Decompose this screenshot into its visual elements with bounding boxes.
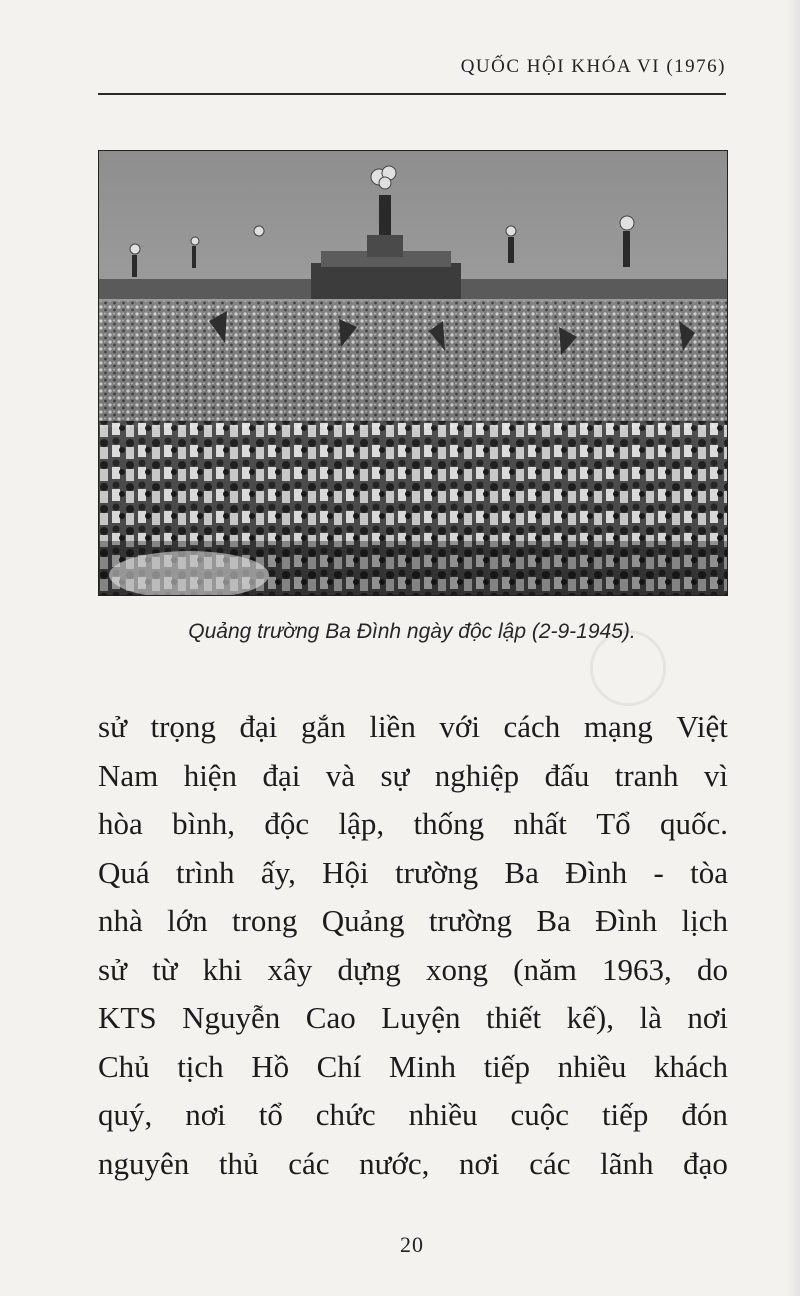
- body-line: [98, 946, 728, 995]
- body-word: là: [639, 1000, 662, 1035]
- body-word: Nam: [98, 757, 159, 793]
- body-word: trường: [428, 903, 512, 938]
- body-word: các: [529, 1145, 571, 1181]
- page-number: 20: [400, 1232, 424, 1257]
- body-word: KTS: [98, 1000, 157, 1035]
- body-line: [98, 1043, 728, 1092]
- body-word: liền: [369, 709, 416, 744]
- body-word: (năm: [513, 951, 577, 987]
- body-line: [98, 1140, 728, 1189]
- body-word: cách: [503, 709, 561, 744]
- body-word: nước,: [359, 1145, 430, 1181]
- body-word: Hồ: [251, 1048, 290, 1084]
- body-word: độc: [264, 806, 310, 841]
- body-word: tiếp: [601, 1097, 649, 1132]
- page-edge-shadow: [786, 0, 800, 1296]
- body-word: Tổ: [596, 806, 631, 841]
- body-word: -: [653, 854, 664, 890]
- body-word: tổ: [258, 1097, 283, 1132]
- body-word: ấy,: [260, 854, 296, 890]
- body-word: dựng: [337, 951, 401, 987]
- body-word: quý,: [98, 1097, 153, 1132]
- body-line: [98, 1091, 728, 1140]
- body-paragraph: [98, 703, 728, 1188]
- body-word: Việt: [676, 709, 728, 744]
- body-word: đấu: [544, 757, 590, 793]
- body-word: trọng: [150, 709, 216, 744]
- body-word: các: [288, 1145, 330, 1181]
- body-word: lớn: [167, 903, 208, 938]
- body-word: Cao: [305, 1000, 356, 1035]
- body-line: [98, 897, 728, 946]
- body-word: Ba: [504, 854, 539, 890]
- body-word: nhất: [513, 806, 567, 841]
- body-word: Hội: [322, 854, 369, 890]
- body-word: đón: [681, 1097, 728, 1132]
- body-word: nhiều: [557, 1048, 627, 1084]
- body-word: 1963,: [602, 951, 672, 987]
- body-word: tịch: [177, 1048, 224, 1084]
- body-word: lịch: [681, 903, 728, 938]
- body-word: mạng: [583, 709, 653, 744]
- body-word: Quảng: [321, 903, 405, 938]
- body-word: thủ: [218, 1145, 259, 1181]
- body-word: gắn: [300, 709, 346, 744]
- body-word: trong: [232, 903, 298, 938]
- body-word: lập,: [338, 806, 385, 841]
- body-word: sử: [98, 709, 127, 744]
- body-line: [98, 849, 728, 898]
- body-word: sử: [98, 951, 127, 987]
- body-word: thống: [413, 806, 485, 841]
- body-word: khi: [202, 951, 243, 987]
- body-line: [98, 752, 728, 801]
- body-word: Luyện: [381, 1000, 461, 1035]
- body-word: với: [439, 709, 480, 744]
- body-word: hòa: [98, 806, 143, 841]
- body-word: khách: [653, 1048, 728, 1084]
- body-word: Ba: [536, 903, 571, 938]
- body-word: nghiệp: [434, 757, 520, 793]
- body-word: nhiều: [408, 1097, 478, 1132]
- body-word: nơi: [185, 1097, 226, 1132]
- body-word: đại: [262, 757, 301, 793]
- body-word: cuộc: [510, 1097, 569, 1132]
- body-word: đạo: [683, 1145, 728, 1181]
- body-word: do: [696, 951, 728, 987]
- body-word: tiếp: [483, 1048, 531, 1084]
- body-word: kế),: [566, 1000, 614, 1035]
- body-word: trình: [175, 854, 235, 890]
- body-word: trường: [394, 854, 479, 890]
- body-word: Nguyễn: [182, 1000, 281, 1035]
- body-word: nơi: [687, 1000, 728, 1035]
- body-word: nguyên: [98, 1145, 190, 1181]
- body-word: Minh: [388, 1048, 457, 1084]
- body-word: Quá: [98, 854, 150, 890]
- body-word: tòa: [690, 854, 728, 890]
- body-word: Chí: [316, 1048, 362, 1084]
- body-word: vì: [703, 757, 728, 793]
- body-word: và: [325, 757, 356, 793]
- body-word: thiết: [486, 1000, 542, 1035]
- body-word: tranh: [614, 757, 679, 793]
- body-word: Chủ: [98, 1048, 150, 1084]
- body-word: nơi: [459, 1145, 500, 1181]
- body-word: từ: [152, 951, 178, 987]
- body-word: chức: [315, 1097, 376, 1132]
- body-word: Đình: [595, 903, 658, 938]
- body-word: Đình: [565, 854, 628, 890]
- body-word: hiện: [183, 757, 238, 793]
- body-line: [98, 703, 728, 752]
- body-line: [98, 800, 728, 849]
- body-word: sự: [380, 757, 410, 793]
- body-word: xong: [425, 951, 488, 987]
- body-word: bình,: [172, 806, 235, 841]
- body-word: xây: [267, 951, 313, 987]
- body-word: đại: [239, 709, 278, 744]
- header-rule: [98, 93, 726, 95]
- body-word: nhà: [98, 903, 143, 938]
- running-header: QUỐC HỘI KHÓA VI (1976): [460, 56, 726, 77]
- figure-caption: Quảng trường Ba Đình ngày độc lập (2-9-1945).: [188, 620, 636, 643]
- body-line: [98, 994, 728, 1043]
- body-word: quốc.: [659, 806, 728, 841]
- body-word: lãnh: [600, 1145, 654, 1181]
- historical-photo: [98, 150, 728, 596]
